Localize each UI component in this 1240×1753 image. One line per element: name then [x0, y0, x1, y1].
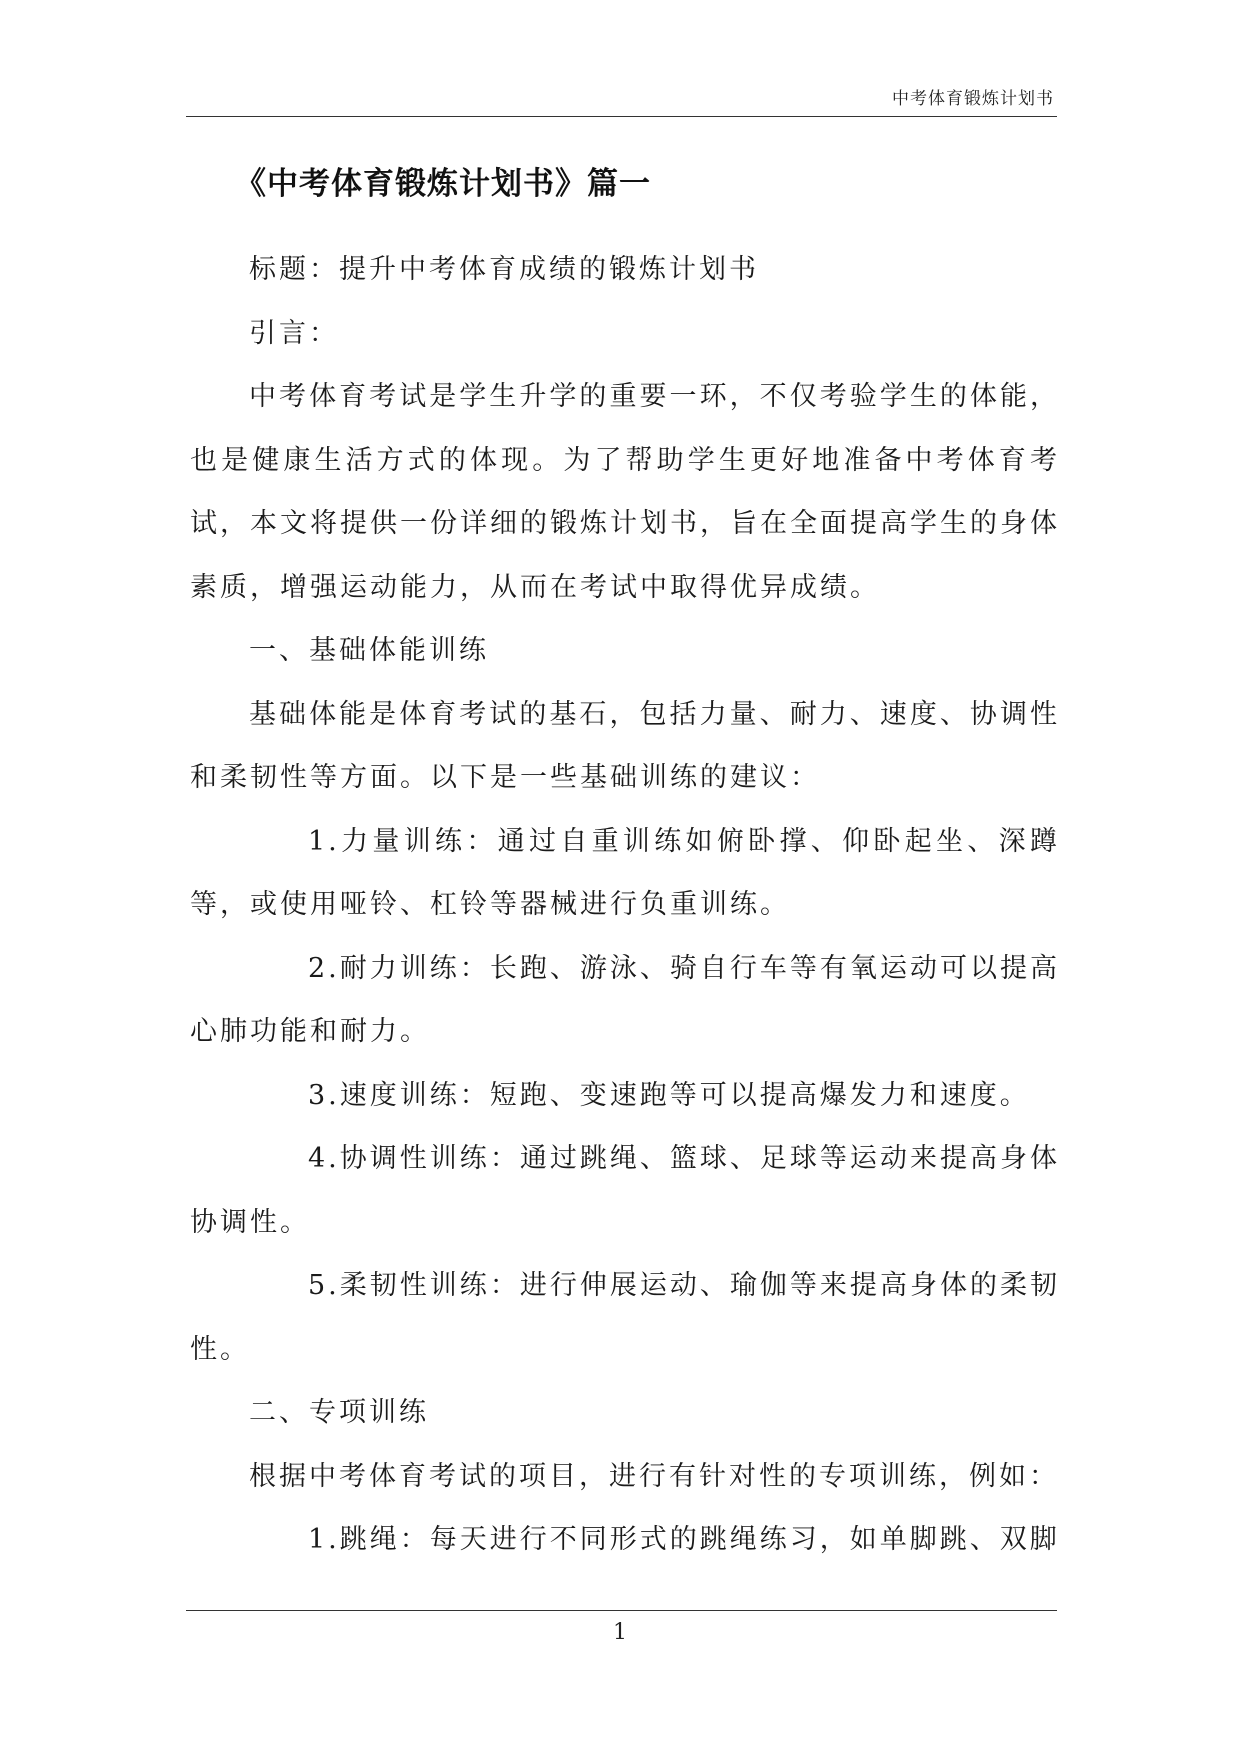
- header-divider: [186, 116, 1057, 117]
- intro-heading: 引言：: [249, 317, 339, 349]
- subject-line: 标题：提升中考体育成绩的锻炼计划书: [249, 254, 759, 285]
- list-item-jump-rope: 1.跳绳：每天进行不同形式的跳绳练习，如单脚跳、双脚: [308, 1524, 1060, 1555]
- running-header: 中考体育锻炼计划书: [892, 89, 1054, 109]
- list-item-speed: 3.速度训练：短跑、变速跑等可以提高爆发力和速度。: [308, 1079, 1030, 1111]
- section-heading-basic-fitness: 一、基础体能训练: [249, 635, 489, 666]
- document-title: 《中考体育锻炼计划书》篇一: [235, 166, 651, 202]
- list-item-flexibility: 5.柔韧性训练：进行伸展运动、瑜伽等来提高身体的柔韧性。: [190, 1270, 1060, 1365]
- intro-paragraph: 中考体育考试是学生升学的重要一环，不仅考验学生的体能，也是健康生活方式的体现。为了帮助学生更好地准备中考体育考试，本文将提供一份详细的锻炼计划书，旨在全面提高学生的身体素质，增强运动能力，从而在考试中取得优异成绩。: [190, 381, 1060, 603]
- list-item-coordination: 4.协调性训练：通过跳绳、篮球、足球等运动来提高身体协调性。: [190, 1143, 1060, 1238]
- page-number: 1: [613, 1620, 627, 1645]
- list-item-endurance: 2.耐力训练：长跑、游泳、骑自行车等有氧运动可以提高心肺功能和耐力。: [190, 952, 1060, 1047]
- special-training-paragraph: 根据中考体育考试的项目，进行有针对性的专项训练，例如：: [249, 1460, 1059, 1492]
- footer-divider: [186, 1610, 1057, 1611]
- basic-fitness-paragraph: 基础体能是体育考试的基石，包括力量、耐力、速度、协调性和柔韧性等方面。以下是一些基础训练的建议：: [190, 698, 1060, 793]
- list-item-strength: 1.力量训练：通过自重训练如俯卧撑、仰卧起坐、深蹲等，或使用哑铃、杠铃等器械进行负重训练。: [190, 825, 1060, 920]
- section-heading-special-training: 二、专项训练: [249, 1397, 429, 1428]
- document-body: [190, 238, 1060, 1572]
